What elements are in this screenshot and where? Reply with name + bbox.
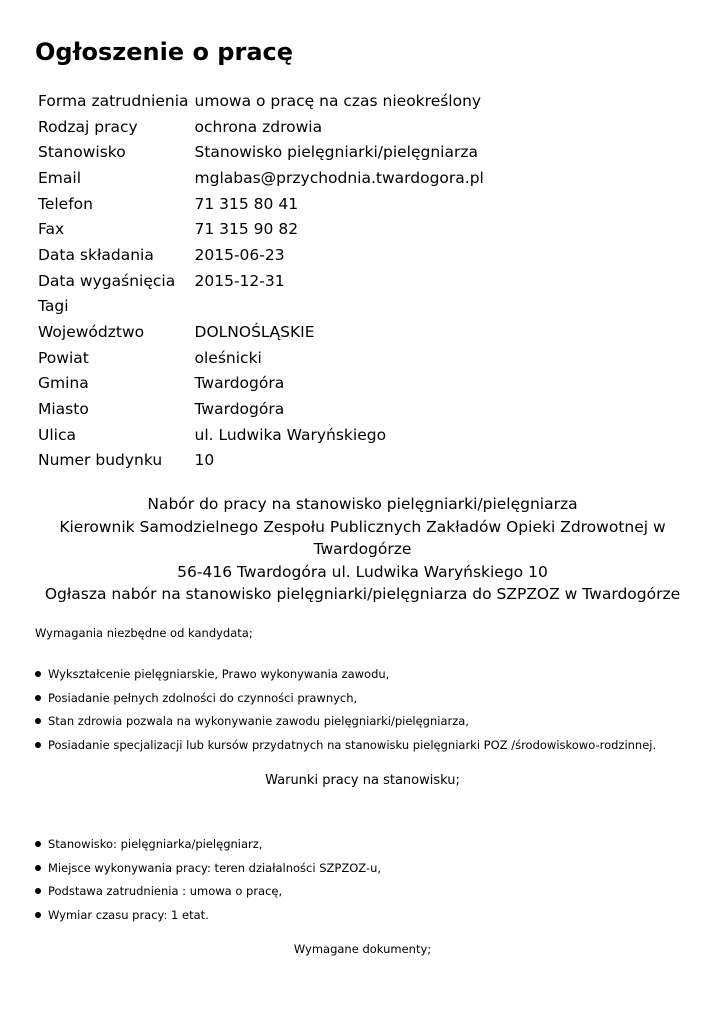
detail-label: Tagi <box>38 297 69 316</box>
announcement-line-4: Ogłasza nabór na stanowisko pielęgniarki/pielęgniarza do SZPZOZ w Twardogórze <box>44 585 681 603</box>
detail-value: 2015-12-31 <box>194 271 285 290</box>
detail-label: Ulica <box>38 425 76 444</box>
list-item: Stan zdrowia pozwala na wykonywanie zawodu pielęgniarki/pielęgniarza, <box>35 713 656 737</box>
detail-row-expiry-date <box>35 268 487 294</box>
detail-row-employment-form <box>35 88 487 114</box>
announcement-line-3: 56-416 Twardogóra ul. Ludwika Waryńskiego 10 <box>177 562 548 581</box>
detail-row-commune <box>35 371 487 397</box>
detail-row-voivodeship <box>35 319 487 345</box>
detail-row-city <box>35 396 487 422</box>
list-item: Miejsce wykonywania pracy: teren działalności SZPZOZ-u, <box>35 860 381 884</box>
detail-label: Województwo <box>38 323 145 342</box>
detail-label: Telefon <box>38 194 93 213</box>
detail-row-email <box>35 165 487 191</box>
detail-value: 71 315 80 41 <box>194 194 299 213</box>
list-item: Podstawa zatrudnienia : umowa o pracę, <box>35 883 381 907</box>
job-details-table <box>35 88 487 473</box>
detail-label: Forma zatrudnienia <box>38 91 189 110</box>
list-item: Stanowisko: pielęgniarka/pielęgniarz, <box>35 836 381 860</box>
detail-value: Stanowisko pielęgniarki/pielęgniarza <box>194 143 478 162</box>
detail-value <box>192 294 487 320</box>
announcement-line-2: Kierownik Samodzielnego Zespołu Publicznych Zakładów Opieki Zdrowotnej w Twardogórze <box>59 517 666 558</box>
detail-value: Twardogóra <box>194 374 285 393</box>
detail-label: Gmina <box>38 374 89 393</box>
list-item: Wykształcenie pielęgniarskie, Prawo wykonywania zawodu, <box>35 666 656 690</box>
detail-value: ul. Ludwika Waryńskiego <box>194 425 387 444</box>
detail-value: 10 <box>194 451 215 470</box>
detail-label: Fax <box>38 220 65 239</box>
page-title: Ogłoszenie o pracę <box>35 38 294 66</box>
list-item: Posiadanie specjalizacji lub kursów przydatnych na stanowisku pielęgniarki POZ /środowiskowo-rodzinnej. <box>35 737 656 761</box>
detail-value: umowa o pracę na czas nieokreślony <box>194 91 482 110</box>
detail-value: DOLNOŚLĄSKIE <box>194 323 315 342</box>
detail-row-position <box>35 139 487 165</box>
detail-label: Data składania <box>38 245 154 264</box>
detail-row-work-type <box>35 114 487 140</box>
list-item: Posiadanie pełnych zdolności do czynności prawnych, <box>35 690 656 714</box>
detail-label: Stanowisko <box>38 143 126 162</box>
detail-row-building-number <box>35 448 487 474</box>
detail-value: oleśnicki <box>194 348 262 367</box>
detail-label: Miasto <box>38 400 89 419</box>
detail-row-county <box>35 345 487 371</box>
documents-title: Wymagane dokumenty; <box>293 942 432 956</box>
requirements-list <box>35 666 656 760</box>
detail-row-street <box>35 422 487 448</box>
conditions-list <box>35 836 381 930</box>
detail-row-tags <box>35 294 487 320</box>
detail-label: Numer budynku <box>38 451 163 470</box>
conditions-title: Warunki pracy na stanowisku; <box>265 773 460 788</box>
detail-row-submission-date <box>35 242 487 268</box>
detail-row-phone <box>35 191 487 217</box>
list-item: Wymiar czasu pracy: 1 etat. <box>35 907 381 931</box>
detail-label: Data wygaśnięcia <box>38 271 176 290</box>
detail-value-email: mglabas@przychodnia.twardogora.pl <box>194 168 484 187</box>
detail-row-fax <box>35 216 487 242</box>
requirements-title: Wymagania niezbędne od kandydata; <box>35 626 253 640</box>
detail-label: Email <box>38 168 82 187</box>
announcement-header <box>35 493 690 606</box>
detail-value: 2015-06-23 <box>194 245 285 264</box>
detail-label: Rodzaj pracy <box>38 117 138 136</box>
detail-value: ochrona zdrowia <box>194 117 323 136</box>
detail-value: Twardogóra <box>194 400 285 419</box>
detail-value: 71 315 90 82 <box>194 220 299 239</box>
detail-label: Powiat <box>38 348 89 367</box>
announcement-line-1: Nabór do pracy na stanowisko pielęgniarki/pielęgniarza <box>147 495 578 513</box>
